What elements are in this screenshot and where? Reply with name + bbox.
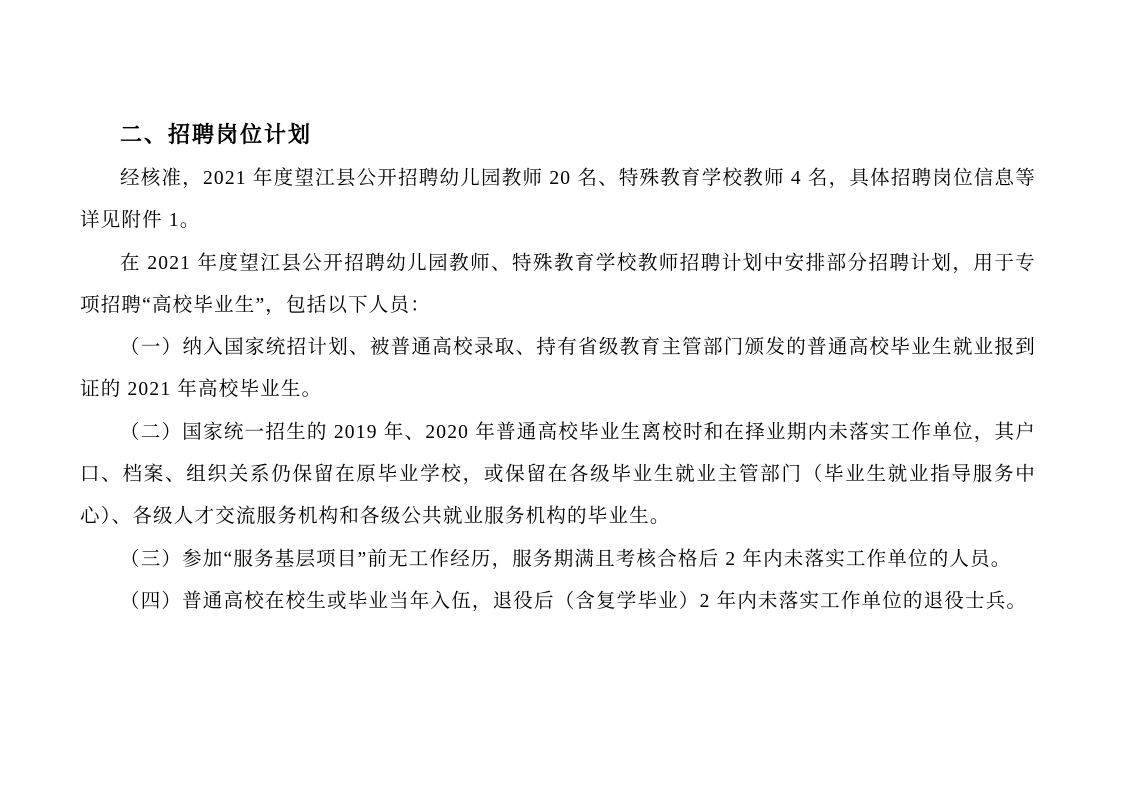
paragraph: （一）纳入国家统招计划、被普通高校录取、持有省级教育主管部门颁发的普通高校毕业生就业报到证的 2021 年高校毕业生。 xyxy=(80,337,1036,401)
paragraph: （四）普通高校在校生或毕业当年入伍，退役后（含复学毕业）2 年内未落实工作单位的退役士兵。 xyxy=(120,590,1028,612)
paragraph: （二）国家统一招生的 2019 年、2020 年普通高校毕业生离校时和在择业期内未落实工作单位，其户口、档案、组织关系仍保留在原毕业学校，或保留在各级毕业生就业主管部门（毕业生就业指导服务中心）、各级人才交流服务机构和各级公共就业服务机构的毕业生。 xyxy=(80,421,1036,528)
document-body xyxy=(80,158,1036,623)
document-content xyxy=(80,112,1036,623)
paragraph: 在 2021 年度望江县公开招聘幼儿园教师、特殊教育学校教师招聘计划中安排部分招聘计划，用于专项招聘“高校毕业生”，包括以下人员： xyxy=(80,252,1036,316)
section-heading: 二、招聘岗位计划 xyxy=(120,122,313,147)
paragraph: 经核准，2021 年度望江县公开招聘幼儿园教师 20 名、特殊教育学校教师 4 名，具体招聘岗位信息等详见附件 1。 xyxy=(80,168,1036,232)
paragraph: （三）参加“服务基层项目”前无工作经历，服务期满且考核合格后 2 年内未落实工作单位的人员。 xyxy=(120,548,1012,570)
